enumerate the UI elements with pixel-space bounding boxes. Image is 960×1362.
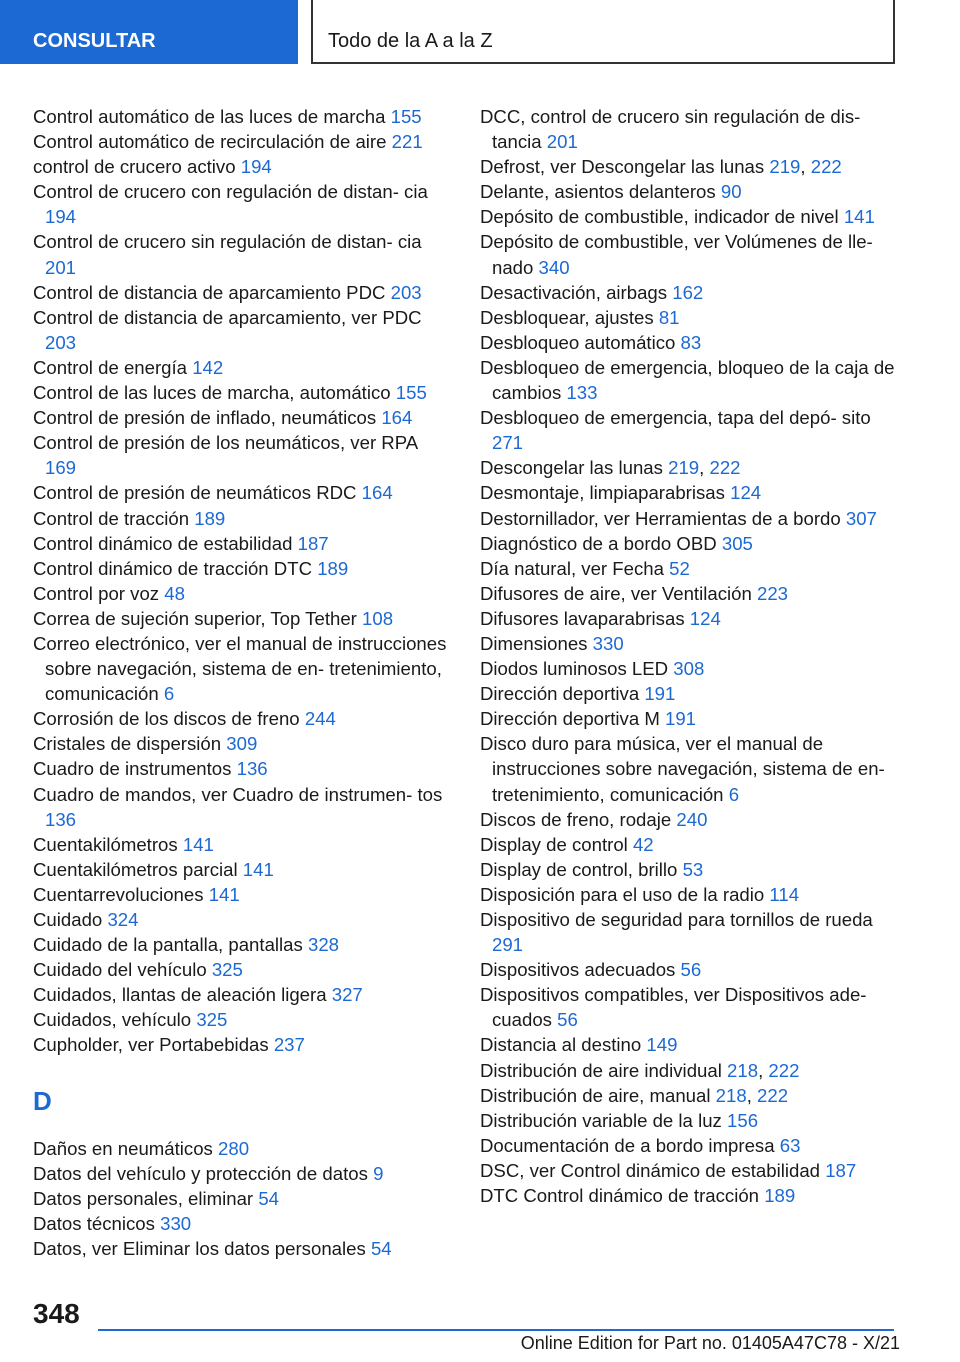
index-entry-term: Difusores de aire, ver Ventilación (480, 582, 752, 604)
index-entry (33, 606, 453, 631)
page-reference-link[interactable]: 201 (546, 131, 578, 153)
index-entry (33, 731, 453, 756)
index-entry-term: Control de distancia de aparcamiento PDC (33, 281, 386, 303)
page-reference-link[interactable]: 6 (728, 783, 740, 805)
index-entry-term: Control de presión de neumáticos RDC (33, 482, 357, 504)
index-entry-term: Corrosión de los discos de freno (33, 708, 300, 730)
edition-note: Online Edition for Part no. 01405A47C78 - X/21 (520, 1333, 900, 1353)
page-reference-link[interactable]: 189 (194, 507, 226, 529)
index-entry-term: Datos personales, eliminar (33, 1187, 254, 1209)
page-reference-link[interactable]: 156 (727, 1109, 759, 1131)
index-entry-term: Desactivación, airbags (480, 281, 668, 303)
page-reference-link[interactable]: 219 (769, 156, 801, 178)
page-reference-link[interactable]: 308 (673, 658, 705, 680)
index-entry-term: Desbloqueo automático (480, 331, 676, 353)
index-entry-term: Discos de freno, rodaje (480, 808, 672, 830)
page-number: 348 (33, 1298, 80, 1329)
page-reference-link[interactable]: 194 (45, 206, 77, 228)
index-entry: Defrost, ver Descongelar las lunas 219, 222 (480, 156, 842, 178)
index-entry-term: Cuidados, vehículo (33, 1009, 192, 1031)
page-reference-link[interactable]: 187 (825, 1159, 857, 1181)
index-entry (33, 832, 453, 857)
index-entry (33, 857, 453, 882)
index-entry (33, 405, 453, 430)
page-reference-link[interactable]: 136 (45, 808, 77, 830)
page-reference-link[interactable]: 194 (240, 156, 272, 178)
page-reference-link[interactable]: 218 (715, 1084, 747, 1106)
index-entry (480, 1108, 900, 1133)
index-entry (33, 782, 453, 832)
index-entry-term: Distribución de aire individual (480, 1059, 722, 1081)
page-title: Todo de la A a la Z (311, 0, 895, 64)
index-entry-term: Dispositivos compatibles, ver Dispositivos ade‐ cuados (480, 984, 867, 1031)
index-entry-term: Cuidado del vehículo (33, 959, 207, 981)
section-tab: CONSULTAR (0, 0, 298, 64)
index-entry (33, 932, 453, 957)
index-entry-term: Documentación de a bordo impresa (480, 1134, 775, 1156)
page-reference-link[interactable]: 191 (664, 708, 697, 730)
page-reference-link[interactable]: 114 (769, 883, 800, 905)
index-entry-term: Distribución de aire, manual (480, 1084, 711, 1106)
index-entry (33, 179, 453, 229)
index-entry (33, 280, 453, 305)
page-reference-link[interactable]: 56 (557, 1009, 578, 1031)
index-entry-term: Control automático de las luces de marcha (33, 106, 386, 127)
page-reference-link[interactable]: 141 (208, 883, 240, 905)
page-reference-link[interactable]: 54 (370, 1237, 392, 1259)
index-entry (33, 982, 453, 1007)
index-entry-term: Cuentakilómetros (33, 833, 178, 855)
page-reference-link[interactable]: 56 (680, 959, 702, 981)
index-entry-term: Cuadro de mandos, ver Cuadro de instrumen‐ tos (33, 783, 443, 805)
index-entry (480, 731, 900, 806)
index-entry (480, 229, 900, 279)
index-entry (33, 104, 453, 129)
index-entry-term: Desbloqueo de emergencia, bloqueo de la caja de cambios (480, 356, 895, 404)
index-entry-term: Dimensiones (480, 632, 588, 654)
page-reference-link[interactable]: 222 (757, 1084, 789, 1106)
index-list (33, 104, 453, 1058)
page-reference-link[interactable]: 164 (381, 407, 413, 429)
page-reference-link[interactable]: 63 (779, 1134, 801, 1156)
index-entry (480, 1158, 900, 1183)
page-reference-link[interactable]: 124 (730, 482, 762, 504)
index-entry (33, 1161, 453, 1186)
index-entry-term: Disco duro para música, ver el manual de instrucciones sobre navegación, sistema de en‐ tretenimiento, comunicación (480, 733, 885, 805)
index-entry (33, 756, 453, 781)
page-reference-link[interactable]: 83 (680, 331, 702, 353)
index-entry-term: Control dinámico de estabilidad (33, 532, 293, 554)
index-entry (480, 706, 900, 731)
page-reference-link[interactable]: 240 (676, 808, 708, 830)
page-reference-link[interactable]: 221 (391, 131, 423, 153)
page-reference-link[interactable]: 291 (492, 934, 524, 956)
index-entry (480, 857, 900, 882)
index-entry-term: Distribución variable de la luz (480, 1109, 722, 1131)
index-entry-term: Control de crucero con regulación de distan‐ cia (33, 181, 428, 203)
page-reference-link[interactable]: 280 (218, 1137, 250, 1159)
page-reference-link[interactable]: 53 (682, 858, 704, 880)
page-reference-link[interactable]: 81 (658, 306, 680, 328)
page-reference-link[interactable]: 136 (236, 758, 268, 780)
index-entry-term: Defrost, ver Descongelar las lunas (480, 156, 765, 178)
index-entry-term: Cuidados, llantas de aleación ligera (33, 984, 327, 1006)
index-entry-term: Control de distancia de aparcamiento, ver PDC (33, 306, 422, 328)
index-entry (480, 531, 900, 556)
page-reference-link[interactable]: 330 (592, 632, 624, 654)
index-entry-term: Display de control (480, 833, 628, 855)
index-entry: Distribución de aire individual 218, 222 (480, 1059, 800, 1081)
index-entry (480, 405, 900, 455)
page-reference-link[interactable]: 42 (632, 833, 654, 855)
index-entry (480, 556, 900, 581)
index-entry (480, 832, 900, 857)
index-entry (480, 982, 900, 1032)
page-reference-link[interactable]: 149 (646, 1034, 678, 1056)
page-reference-link[interactable]: 108 (362, 607, 394, 629)
index-entry (33, 480, 453, 505)
index-entry (33, 1236, 453, 1261)
index-entry (33, 1136, 453, 1161)
index-entry (33, 380, 453, 405)
index-entry (480, 807, 900, 832)
page-reference-link[interactable]: 222 (810, 156, 842, 178)
index-column-right (480, 104, 900, 1208)
index-entry (480, 1133, 900, 1158)
page-reference-link[interactable]: 164 (361, 482, 393, 504)
index-entry-term: Cuidado (33, 909, 103, 930)
page-reference-link[interactable]: 237 (273, 1034, 305, 1056)
index-entry-term: Destornillador, ver Herramientas de a bordo (480, 507, 841, 529)
index-entry (480, 330, 900, 355)
page-reference-link[interactable]: 307 (845, 507, 877, 529)
index-entry (33, 129, 453, 154)
page-reference-link[interactable]: 222 (768, 1059, 800, 1081)
index-entry-term: Desbloqueo de emergencia, tapa del depó‐ sito (480, 407, 871, 429)
page-reference-link[interactable]: 124 (689, 607, 721, 629)
page-reference-link[interactable]: 305 (721, 532, 753, 554)
index-entry (33, 1032, 453, 1057)
page-reference-link[interactable]: 9 (373, 1162, 384, 1184)
page-reference-link[interactable]: 325 (196, 1009, 228, 1031)
page-reference-link[interactable]: 6 (163, 683, 175, 705)
index-list (480, 104, 900, 1208)
page-reference-link[interactable]: 189 (764, 1185, 796, 1207)
page-reference-link[interactable]: 142 (192, 356, 224, 378)
index-entry (33, 1186, 453, 1211)
index-entry-term: Control de energía (33, 356, 188, 378)
index-entry (33, 631, 453, 706)
index-entry (480, 681, 900, 706)
index-entry-term: Control de presión de inflado, neumáticos (33, 407, 377, 429)
index-entry (33, 1211, 453, 1236)
index-entry-term: Control automático de recirculación de aire (33, 131, 387, 153)
index-entry-term: Control por voz (33, 582, 160, 604)
index-entry-term: Datos, ver Eliminar los datos personales (33, 1237, 366, 1259)
index-entry-term: DTC Control dinámico de tracción (480, 1185, 760, 1207)
page-reference-link[interactable]: 244 (304, 708, 336, 730)
index-entry-term: Control de las luces de marcha, automático (33, 382, 391, 404)
index-entry-term: DCC, control de crucero sin regulación de dis‐ tancia (480, 106, 861, 153)
index-entry-term: Distancia al destino (480, 1034, 642, 1056)
index-entry (33, 1007, 453, 1032)
page-reference-link[interactable]: 271 (492, 432, 524, 454)
index-entry (33, 154, 453, 179)
index-entry-term: Cuentarrevoluciones (33, 883, 204, 905)
index-entry (33, 581, 453, 606)
page-reference-link[interactable]: 155 (390, 106, 422, 127)
index-entry: Descongelar las lunas 219, 222 (480, 457, 741, 479)
index-entry-term: Delante, asientos delanteros (480, 181, 716, 203)
index-entry-term: Display de control, brillo (480, 858, 678, 880)
index-entry (33, 506, 453, 531)
index-entry (480, 581, 900, 606)
page-reference-link[interactable]: 222 (709, 457, 741, 479)
page-reference-link[interactable]: 330 (160, 1212, 192, 1234)
index-entry (480, 907, 900, 957)
page-reference-link[interactable]: 48 (164, 582, 185, 604)
index-entry (33, 556, 453, 581)
page-reference-link[interactable]: 133 (566, 382, 598, 404)
index-entry-term: Dirección deportiva (480, 683, 640, 705)
index-entry-term: Correo electrónico, ver el manual de instrucciones sobre navegación, sistema de en‐ tretenimiento, comunicación (33, 632, 447, 705)
page-reference-link[interactable]: 218 (727, 1059, 759, 1081)
index-entry-term: Cuadro de instrumentos (33, 758, 232, 780)
index-entry-term: Control de crucero sin regulación de distan‐ cia (33, 231, 422, 253)
page-reference-link[interactable]: 189 (317, 557, 349, 579)
page-reference-link[interactable]: 141 (242, 858, 274, 880)
page-reference-link[interactable]: 327 (331, 984, 363, 1006)
footer-divider (98, 1329, 894, 1331)
page-reference-link[interactable]: 219 (668, 457, 700, 479)
index-column-left (33, 104, 453, 1261)
index-entry-term: Dirección deportiva M (480, 708, 660, 730)
page-reference-link[interactable]: 203 (390, 281, 422, 303)
index-entry (480, 882, 900, 907)
index-entry-term: Datos del vehículo y protección de datos (33, 1162, 368, 1184)
index-entry (480, 606, 900, 631)
index-entry (480, 179, 900, 204)
index-entry-term: control de crucero activo (33, 156, 236, 178)
index-entry-term: Control de presión de los neumáticos, ver RPA (33, 432, 418, 454)
index-entry (480, 480, 900, 505)
index-entry: Distribución de aire, manual 218, 222 (480, 1084, 789, 1106)
index-entry-term: Difusores lavaparabrisas (480, 607, 685, 629)
index-entry (480, 631, 900, 656)
page-reference-link[interactable]: 201 (45, 256, 77, 278)
page-reference-link[interactable]: 141 (843, 206, 875, 228)
page-reference-link[interactable]: 90 (720, 181, 742, 203)
page-reference-link[interactable]: 187 (297, 532, 329, 554)
index-entry-term: Control de tracción (33, 507, 190, 529)
index-entry-term: Daños en neumáticos (33, 1137, 213, 1159)
index-entry-term: Dispositivos adecuados (480, 959, 676, 981)
index-entry-term: Cuidado de la pantalla, pantallas (33, 934, 303, 956)
index-entry (480, 280, 900, 305)
index-entry (480, 506, 900, 531)
page-reference-link[interactable]: 169 (45, 457, 77, 479)
index-entry (480, 1183, 900, 1208)
index-entry (33, 706, 453, 731)
page-reference-link[interactable]: 328 (307, 934, 340, 956)
index-entry-term: Cuentakilómetros parcial (33, 858, 238, 880)
index-entry-term: Desbloquear, ajustes (480, 306, 654, 328)
page-reference-link[interactable]: 52 (669, 557, 690, 579)
index-entry-term: Diagnóstico de a bordo OBD (480, 532, 717, 554)
page-reference-link[interactable]: 325 (211, 959, 243, 981)
index-entry-term: Disposición para el uso de la radio (480, 883, 765, 905)
index-entry-term: Día natural, ver Fecha (480, 557, 664, 579)
index-entry-term: Control dinámico de tracción DTC (33, 557, 313, 579)
page-reference-link[interactable]: 340 (538, 256, 570, 278)
index-entry-term: DSC, ver Control dinámico de estabilidad (480, 1159, 821, 1181)
index-entry (480, 656, 900, 681)
index-entry-term: Desmontaje, limpiaparabrisas (480, 482, 725, 504)
index-entry (33, 229, 453, 279)
index-entry (33, 531, 453, 556)
index-entry-term: Cupholder, ver Portabebidas (33, 1034, 269, 1056)
page-reference-link[interactable]: 309 (226, 733, 258, 755)
page-reference-link[interactable]: 54 (258, 1187, 279, 1209)
page-reference-link[interactable]: 223 (757, 582, 789, 604)
index-entry (480, 1032, 900, 1057)
page-reference-link[interactable]: 191 (644, 683, 676, 705)
page-reference-link[interactable]: 203 (45, 331, 77, 353)
index-entry-term: Depósito de combustible, ver Volúmenes de lle‐ nado (480, 231, 873, 278)
index-entry-term: Depósito de combustible, indicador de nivel (480, 206, 839, 228)
index-entry-term: Correa de sujeción superior, Top Tether (33, 607, 357, 629)
index-entry (480, 305, 900, 330)
index-entry (33, 907, 453, 932)
index-list (33, 1136, 453, 1261)
index-entry (33, 430, 453, 480)
index-entry (33, 355, 453, 380)
page-reference-link[interactable]: 141 (182, 833, 214, 855)
index-entry (33, 305, 453, 355)
index-entry (33, 957, 453, 982)
index-entry-term: Dispositivo de seguridad para tornillos de rueda (480, 909, 873, 930)
index-entry-term: Cristales de dispersión (33, 733, 222, 755)
index-letter-heading: D (33, 1085, 52, 1116)
page-reference-link[interactable]: 324 (107, 909, 139, 930)
page-reference-link[interactable]: 162 (672, 281, 704, 303)
index-entry (33, 882, 453, 907)
index-entry (480, 204, 900, 229)
index-entry-term: Diodos luminosos LED (480, 658, 669, 680)
page-reference-link[interactable]: 155 (395, 382, 427, 404)
index-entry (480, 957, 900, 982)
index-entry-term: Descongelar las lunas (480, 457, 663, 479)
index-entry-term: Datos técnicos (33, 1212, 155, 1234)
index-entry (480, 355, 900, 405)
index-entry (480, 104, 900, 154)
